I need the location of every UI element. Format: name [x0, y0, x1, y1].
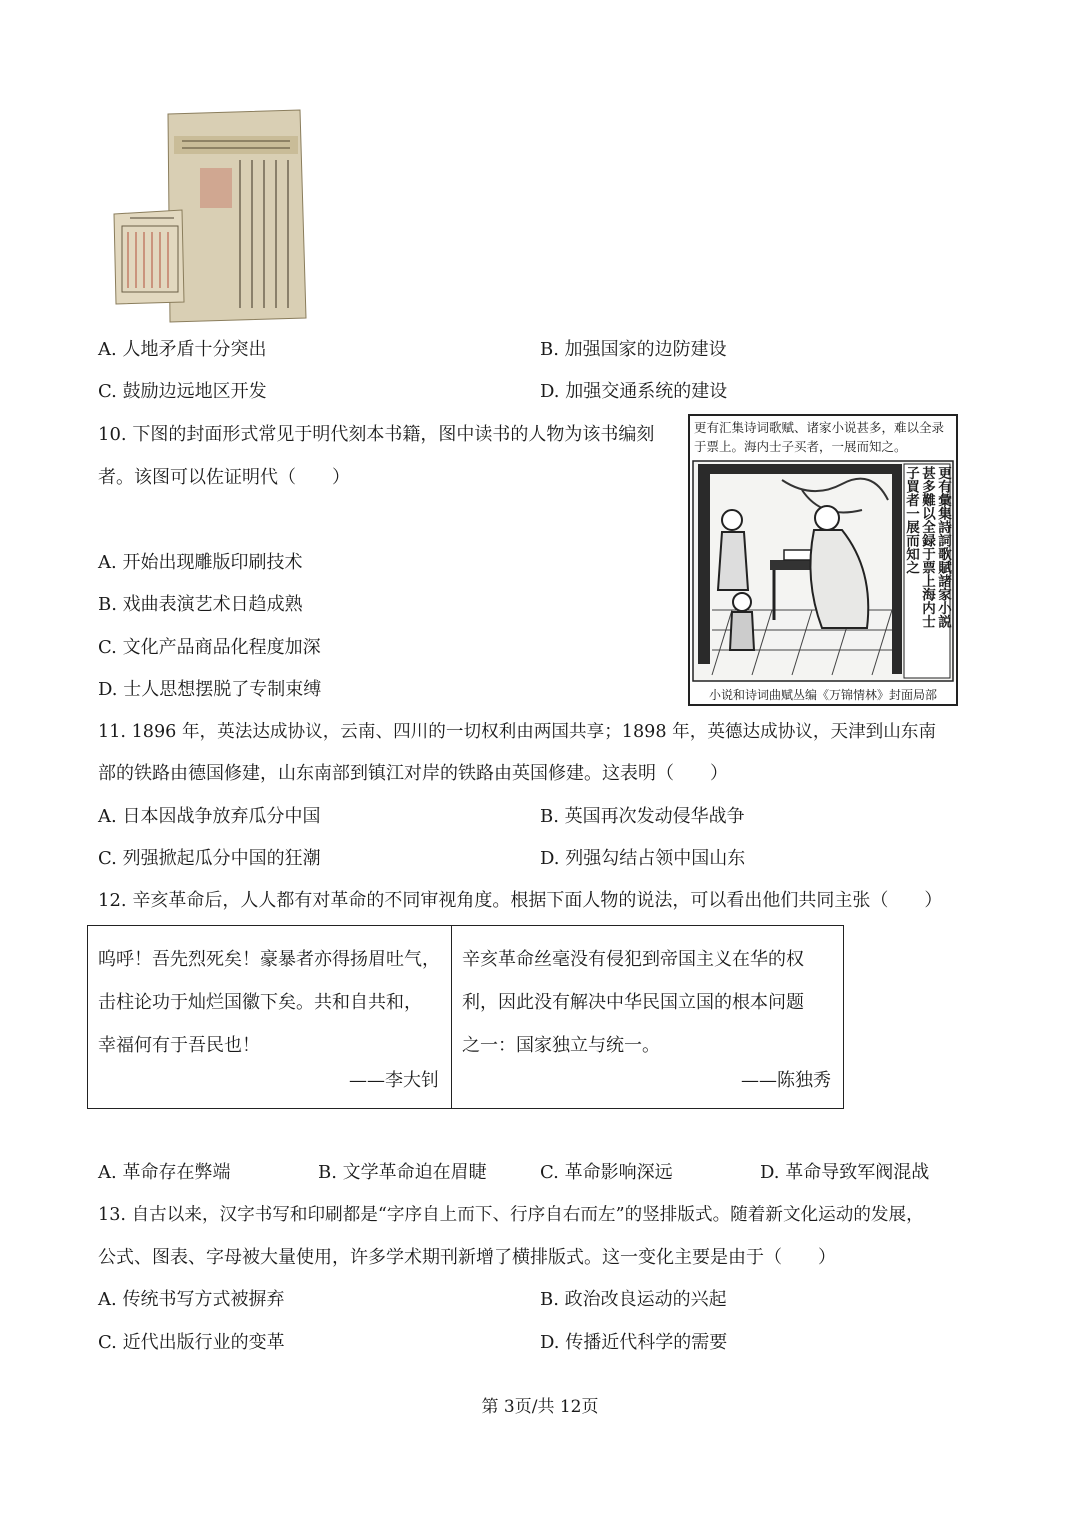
q11-option-d[interactable]: D. 列强勾结占领中国山东: [540, 848, 746, 869]
quote-line: 之一：国家独立与统一。: [462, 1035, 660, 1056]
woodcut-vertical-text: [903, 466, 951, 676]
q13-option-b[interactable]: B. 政治改良运动的兴起: [540, 1289, 727, 1310]
q12-option-d[interactable]: D. 革命导致军阀混战: [760, 1162, 930, 1183]
page-number-footer: 第 3页/共 12页: [481, 1397, 599, 1417]
quote-line: 利，因此没有解决中华民国立国的根本问题: [462, 992, 804, 1013]
q13-option-c[interactable]: C. 近代出版行业的变革: [98, 1332, 285, 1353]
q10-option-c[interactable]: C. 文化产品商品化程度加深: [98, 637, 321, 658]
q13-stem-line2: 公式、图表、字母被大量使用，许多学术期刊新增了横排版式。这一变化主要是由于（ ）: [98, 1247, 836, 1268]
q11-option-c[interactable]: C. 列强掀起瓜分中国的狂潮: [98, 848, 321, 869]
quote-line: 幸福何有于吾民也！: [98, 1035, 260, 1056]
quote-line: 呜呼！吾先烈死矣！豪暴者亦得扬眉吐气，: [98, 949, 440, 970]
q9-option-d[interactable]: D. 加强交通系统的建设: [540, 381, 728, 402]
q12-option-a[interactable]: A. 革命存在弊端: [98, 1162, 231, 1183]
woodcut-vertical-col-3: 子買者一展而知之: [903, 466, 919, 574]
q10-option-d[interactable]: D. 士人思想摆脱了专制束缚: [98, 679, 322, 700]
woodcut-caption: 小说和诗词曲赋丛编《万锦情林》封面局部: [708, 688, 937, 702]
quote-author-chen-duxiu: ——陈独秀: [741, 1070, 831, 1091]
q10-stem-line2: 者。该图可以佐证明代（ ）: [98, 467, 350, 488]
q11-stem-line1: 11. 1896 年，英法达成协议，云南、四川的一切权利由两国共享；1898 年，英德达成协议，天津到山东南: [98, 722, 937, 742]
q9-option-a[interactable]: A. 人地矛盾十分突出: [98, 339, 267, 360]
quote-table: [87, 925, 844, 1109]
woodcut-vertical-col-1: 更有彙集詩詞歌賦諸家小説: [935, 466, 951, 628]
historical-certificate-image: [110, 108, 310, 326]
q10-stem-line1: 10. 下图的封面形式常见于明代刻本书籍，图中读书的人物为该书编刻: [98, 424, 655, 445]
q11-option-a[interactable]: A. 日本因战争放弃瓜分中国: [98, 806, 321, 827]
quote-cell-chen-duxiu: [452, 926, 843, 1108]
q9-option-c[interactable]: C. 鼓励边远地区开发: [98, 381, 267, 402]
quote-line: 辛亥革命丝毫没有侵犯到帝国主义在华的权: [462, 949, 804, 970]
quote-text-li-dazhao: [98, 938, 440, 1067]
q13-option-a[interactable]: A. 传统书写方式被摒弃: [98, 1289, 285, 1310]
quote-text-chen-duxiu: [462, 938, 804, 1067]
woodcut-book-cover-figure: [688, 414, 958, 706]
q12-stem: 12. 辛亥革命后，人人都有对革命的不同审视角度。根据下面人物的说法，可以看出他们共同主张（ ）: [98, 890, 943, 911]
q12-option-c[interactable]: C. 革命影响深远: [540, 1162, 673, 1183]
woodcut-vertical-col-2: 甚多難以全録于票上海内士: [919, 466, 935, 628]
q10-option-a[interactable]: A. 开始出现雕版印刷技术: [98, 552, 303, 573]
q12-option-b[interactable]: B. 文学革命迫在眉睫: [318, 1162, 487, 1183]
woodcut-top-text: 更有汇集诗词歌赋、诸家小说甚多，难以全录于票上。海内士子买者，一展而知之。: [694, 420, 945, 454]
quote-line: 击柱论功于灿烂国徽下矣。共和自共和，: [98, 992, 422, 1013]
q13-stem-line1: 13. 自古以来，汉字书写和印刷都是“字序自上而下、行序自右而左”的竖排版式。随着新文化运动的发展，: [98, 1205, 924, 1225]
quote-author-li-dazhao: ——李大钊: [349, 1070, 439, 1091]
quote-cell-li-dazhao: [88, 926, 452, 1108]
q10-option-b[interactable]: B. 戏曲表演艺术日趋成熟: [98, 594, 303, 615]
q13-option-d[interactable]: D. 传播近代科学的需要: [540, 1332, 728, 1353]
q11-option-b[interactable]: B. 英国再次发动侵华战争: [540, 806, 745, 827]
q11-stem-line2: 部的铁路由德国修建，山东南部到镇江对岸的铁路由英国修建。这表明（ ）: [98, 763, 728, 784]
q9-option-b[interactable]: B. 加强国家的边防建设: [540, 339, 727, 360]
